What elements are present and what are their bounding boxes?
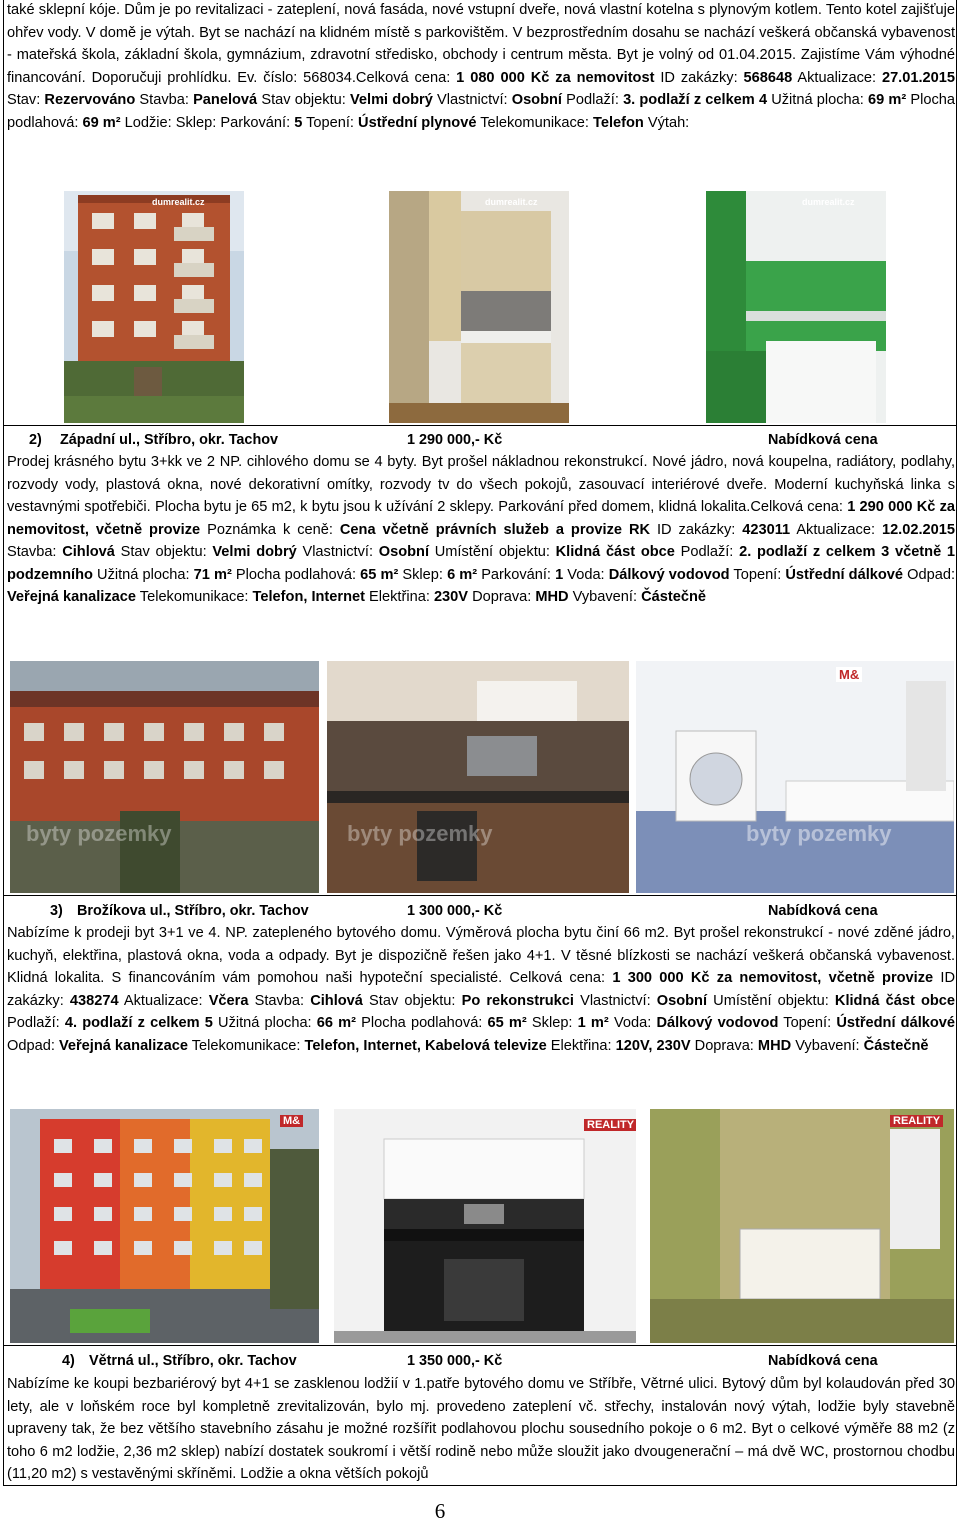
value-text: Klidná část obce [834,992,956,1009]
label-text: Telekomunikace: [136,589,253,605]
value-text: Částečně [641,589,706,605]
listing-address: Západní ul., Stříbro, okr. Tachov [60,432,279,448]
label-text: Voda: [608,1015,657,1031]
value-text: 120V, 230V [615,1037,691,1054]
label-text: ID zakázky: [654,69,744,86]
label-text: Nabízíme k prodeji byt 3+1 ve 4. NP. zatepleného bytového domu. Výměrová plocha bytu činí 66 m2. Byt prošel rekonstrukcí - nové zděné jádro, kuchyň, elektřina, plastová okna, voda a odpady. Byt je dispozičně řešen jako 4+1. V těsné blízkosti se nachází veškerá občanská vybavenost. Klidná lokalita. S financováním vám pomohou naši hypoteční specialisté. Celková cena: [7,925,955,986]
photo-bathroom [650,1109,954,1343]
label-text: Sklep: [398,566,448,583]
label-text: Stav: [7,92,45,108]
listing-price: 1 300 000,- Kč [407,903,503,919]
page-number: 6 [434,1499,446,1523]
price-type-label: Nabídková cena [768,1353,878,1369]
label-text: Plocha podlahová: [356,1015,488,1031]
value-text: 66 m² [316,1015,357,1031]
label-text: Stav objektu: [257,92,350,108]
value-text: 69 m² [867,92,907,108]
divider [3,895,957,896]
label-text: Užitná plocha: [92,566,194,583]
value-text: 230V [433,589,469,605]
value-text: Cihlová [62,544,115,560]
price-type-label: Nabídková cena [768,432,878,448]
watermark-label: byty pozemky [26,821,172,846]
value-text: Ústřední dálkové [836,1015,956,1031]
label-text: Doprava: [468,589,536,605]
listing-2-header [7,432,955,452]
value-text: 568648 [743,69,793,86]
label-text: Vybavení: [791,1037,864,1054]
value-text: Velmi dobrý [349,92,433,108]
label-text: Poznámka k ceně: [200,521,340,538]
photo-kitchen [334,1109,636,1343]
value-text: Telefon, Internet, Kabelová televize [304,1037,547,1054]
value-text: Dálkový vodovod [656,1015,779,1031]
price-type-label: Nabídková cena [768,903,878,919]
label-text: Stavba: [248,992,311,1009]
label-text: Stav objektu: [362,992,462,1009]
label-text: Vlastnictví: [432,92,512,108]
value-text: 1 080 000 Kč za nemovitost [456,69,655,86]
listing-price: 1 290 000,- Kč [407,432,503,448]
label-text: Topení: [778,1015,837,1031]
label-text: Plocha podlahová: [231,566,361,583]
label-text: Elektřina: [546,1037,616,1054]
value-text: Panelová [193,92,258,108]
listing-price: 1 350 000,- Kč [407,1353,503,1369]
value-text: MHD [757,1037,792,1054]
value-text: Osobní [511,92,562,108]
value-text: 27.01.2015 [881,69,955,86]
value-text: 1 [555,566,564,583]
label-text: Stavba: [135,92,194,108]
photo-kitchen [389,191,569,423]
watermark-label: dumrealit.cz [152,197,205,207]
value-text: Ústřední dálkové [785,566,904,583]
label-text: Lodžie: Sklep: Parkování: [120,114,295,131]
watermark-label: byty pozemky [746,821,892,846]
label-text: Odpad: [7,1037,59,1054]
watermark-label: dumrealit.cz [802,197,855,207]
watermark-label: M& [280,1115,303,1127]
value-text: Telefon, Internet [252,589,365,605]
value-text: Klidná část obce [555,544,675,560]
watermark-label: REALITY [584,1119,636,1131]
value-text: Velmi dobrý [212,544,297,560]
listing-3-header [7,903,955,923]
listing-number: 2) [29,432,42,448]
value-text: 423011 [742,521,791,538]
value-text: 1 300 000 Kč za nemovitost, včetně provize [612,970,934,986]
listing-4-header [7,1353,955,1373]
value-text: Cena včetně právních služeb a provize RK [339,521,651,538]
label-text: Umístění objektu: [707,992,835,1009]
value-text: Rezervováno [44,92,136,108]
value-text: 3. podlaží z celkem 4 [623,92,768,108]
value-text: 438274 [69,992,119,1009]
value-text: Osobní [656,992,708,1009]
value-text: 5 [294,114,303,131]
watermark-label: REALITY [890,1115,943,1127]
label-text: Topení: [302,114,359,131]
value-text: Ústřední plynové [358,114,477,131]
listing-2-description [7,451,955,609]
value-text: 1 290 000 Kč za nemovitost, včetně provize [7,499,955,538]
label-text: také sklepní kóje. Dům je po revitalizaci - zateplení, nová fasáda, nové vstupní dveře, nová vlastní kotelna s plynovým kotlem. Tento kotel zajišťuje ohřev vody. V domě je výtah. Byt se nachází na klidném místě s parkovištěm. V bezprostředním dosahu se nachází veškerá občanská vybavenost - mateřská škola, základní škola, gymnázium, zdravotní středisko, obchody i centrum města. Byt je volný od 01.04.2015. Zajistíme Vám výhodné financování. Doporučuji prohlídku. Ev. číslo: 568034.Celková cena: [7,2,955,86]
label-text: Topení: [729,566,786,583]
label-text: Sklep: [526,1015,578,1031]
label-text: ID zakázky: [650,521,743,538]
value-text: Veřejná kanalizace [7,589,136,605]
watermark-label: M& [836,667,862,682]
label-text: Prodej krásného bytu 3+kk ve 2 NP. cihlového domu se 4 byty. Byt prošel nákladnou rekonstrukcí. Nové jádro, nová koupelna, radiátory, podlahy, rozvody vody, plastová okna, nové dekorativní omítky, rozvody tv do všech pokojů, zasouvací interiérové dveře. Moderní kuchyňská linka s vestavnými spotřebiči. Plocha bytu je 65 m2, k bytu jsou k užívání 2 sklepy. Parkování před domem, klidná lokalita.Celková cena: [7,454,955,515]
photo-kitchen [327,661,629,893]
value-text: MHD [535,589,569,605]
value-text: Osobní [378,544,430,560]
value-text: Dálkový vodovod [608,566,730,583]
listing-number: 4) [62,1353,75,1369]
listing-number: 3) [50,903,63,919]
label-text: Podlaží: [562,92,624,108]
divider [3,425,957,426]
label-text: Podlaží: [674,544,740,560]
listing-address: Brožíkova ul., Stříbro, okr. Tachov [77,903,309,919]
value-text: 71 m² [193,566,232,583]
value-text: Cihlová [310,992,363,1009]
value-text: 2. podlaží z celkem 3 včetně 1 podzemního [7,544,956,583]
label-text: Stav objektu: [114,544,213,560]
label-text: Vlastnictví: [296,544,379,560]
photo-building [10,661,319,893]
value-text: Částečně [863,1037,929,1054]
photo-building [64,191,244,423]
label-text: Výtah: [643,114,690,131]
label-text: Stavba: [7,544,63,560]
label-text: Plocha podlahová: [7,92,956,131]
value-text: 65 m² [360,566,399,583]
label-text: Telekomunikace: [187,1037,305,1054]
value-text: Veřejná kanalizace [58,1037,188,1054]
label-text: ID zakázky: [7,970,955,1009]
value-text: 1 m² [577,1015,609,1031]
listing-address: Větrná ul., Stříbro, okr. Tachov [89,1353,297,1369]
value-text: 12.02.2015 [881,521,955,538]
label-text: Aktualizace: [792,69,882,86]
value-text: 4. podlaží z celkem 5 [64,1015,213,1031]
label-text: Vybavení: [568,589,642,605]
label-text: Telekomunikace: [476,114,593,131]
label-text: Nabízíme ke koupi bezbariérový byt 4+1 se zasklenou lodžií v 1.patře bytového domu ve Stříbře, Větrné ulici. Bytový dům byl kolaudován před 30 lety, ale v loňském roce byl kompletně zrevitalizován, bylo mj. provedeno zateplení vč. střechy, instalován nový výtah, lodžie byly stavebně upraveny tak, že bez většího stavebního zásahu je možné rozšířit podlahovou plochu sousedního pokoje o 6 m2. Byt o celkové výměře 88 m2 (z toho 6 m2 lodžie, 2,36 m2 sklep) nabízí dostatek soukromí i větší rodině nebo může sloužit jako dvougenerační – má dvě WC, prostornou chodbu (11,20 m2) s vestavěnými skříněmi. Lodžie a okna větších pokojů [7,1376,955,1482]
value-text: 65 m² [487,1015,527,1031]
label-text: Elektřina: [364,589,434,605]
label-text: Užitná plocha: [212,1015,317,1031]
value-text: Po rekonstrukci [461,992,574,1009]
label-text: Užitná plocha: [767,92,868,108]
value-text: Telefon [593,114,644,131]
label-text: Vlastnictví: [573,992,657,1009]
label-text: Parkování: [477,566,556,583]
label-text: Odpad: [903,566,955,583]
label-text: Doprava: [690,1037,758,1054]
watermark-label: dumrealit.cz [485,197,538,207]
label-text: Aktualizace: [118,992,209,1009]
watermark-label: byty pozemky [347,821,493,846]
value-text: Včera [208,992,249,1009]
listing-1-description [7,0,955,134]
value-text: 69 m² [82,114,121,131]
value-text: 6 m² [447,566,478,583]
label-text: Aktualizace: [790,521,882,538]
photo-bathroom [636,661,954,893]
label-text: Umístění objektu: [429,544,556,560]
listing-3-description [7,922,955,1057]
divider [3,1345,957,1346]
label-text: Podlaží: [7,1015,65,1031]
photo-building [10,1109,319,1343]
photo-bathroom [706,191,886,423]
listing-4-description [7,1373,955,1486]
label-text: Voda: [563,566,609,583]
